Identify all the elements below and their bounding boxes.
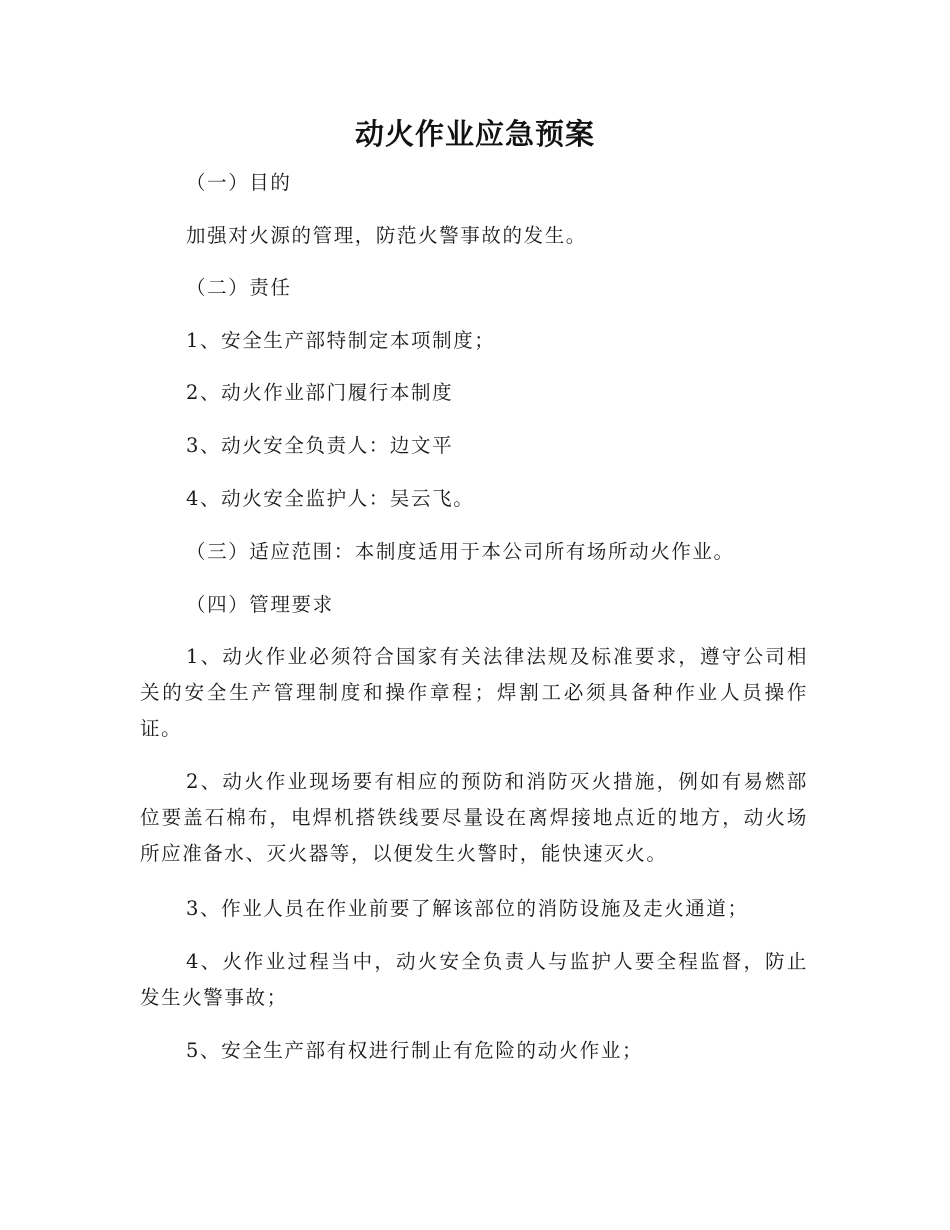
requirement-item: 2、动火作业现场要有相应的预防和消防灭火措施，例如有易燃部位要盖石棉布，电焊机搭铁线要尽量设在离焊接地点近的地方，动火场所应准备水、灭火器等，以便发生火警时，能快速灭火。 [140, 770, 808, 865]
requirement-item: 5、安全生产部有权进行制止有危险的动火作业； [186, 1039, 644, 1062]
requirement-item: 4、火作业过程当中，动火安全负责人与监护人要全程监督，防止发生火警事故； [140, 950, 808, 1009]
scope-line: （三）适应范围：本制度适用于本公司所有场所动火作业。 [186, 540, 735, 563]
section-heading-requirements: （四）管理要求 [186, 593, 334, 616]
responsibility-item: 2、动火作业部门履行本制度 [186, 381, 454, 404]
requirement-item: 3、作业人员在作业前要了解该部位的消防设施及走火通道； [186, 897, 749, 920]
responsibility-item: 1、安全生产部特制定本项制度； [186, 329, 496, 352]
section-heading-responsibility: （二）责任 [186, 276, 292, 299]
section-heading-purpose: （一）目的 [186, 171, 292, 194]
responsibility-item: 4、动火安全监护人：吴云飞。 [186, 487, 475, 510]
purpose-text: 加强对火源的管理，防范火警事故的发生。 [186, 224, 587, 247]
document-title: 动火作业应急预案 [354, 117, 595, 151]
responsibility-item: 3、动火安全负责人：边文平 [186, 434, 454, 457]
requirement-item: 1、动火作业必须符合国家有关法律法规及标准要求，遵守公司相关的安全生产管理制度和操作章程；焊割工必须具备种作业人员操作证。 [140, 645, 808, 740]
